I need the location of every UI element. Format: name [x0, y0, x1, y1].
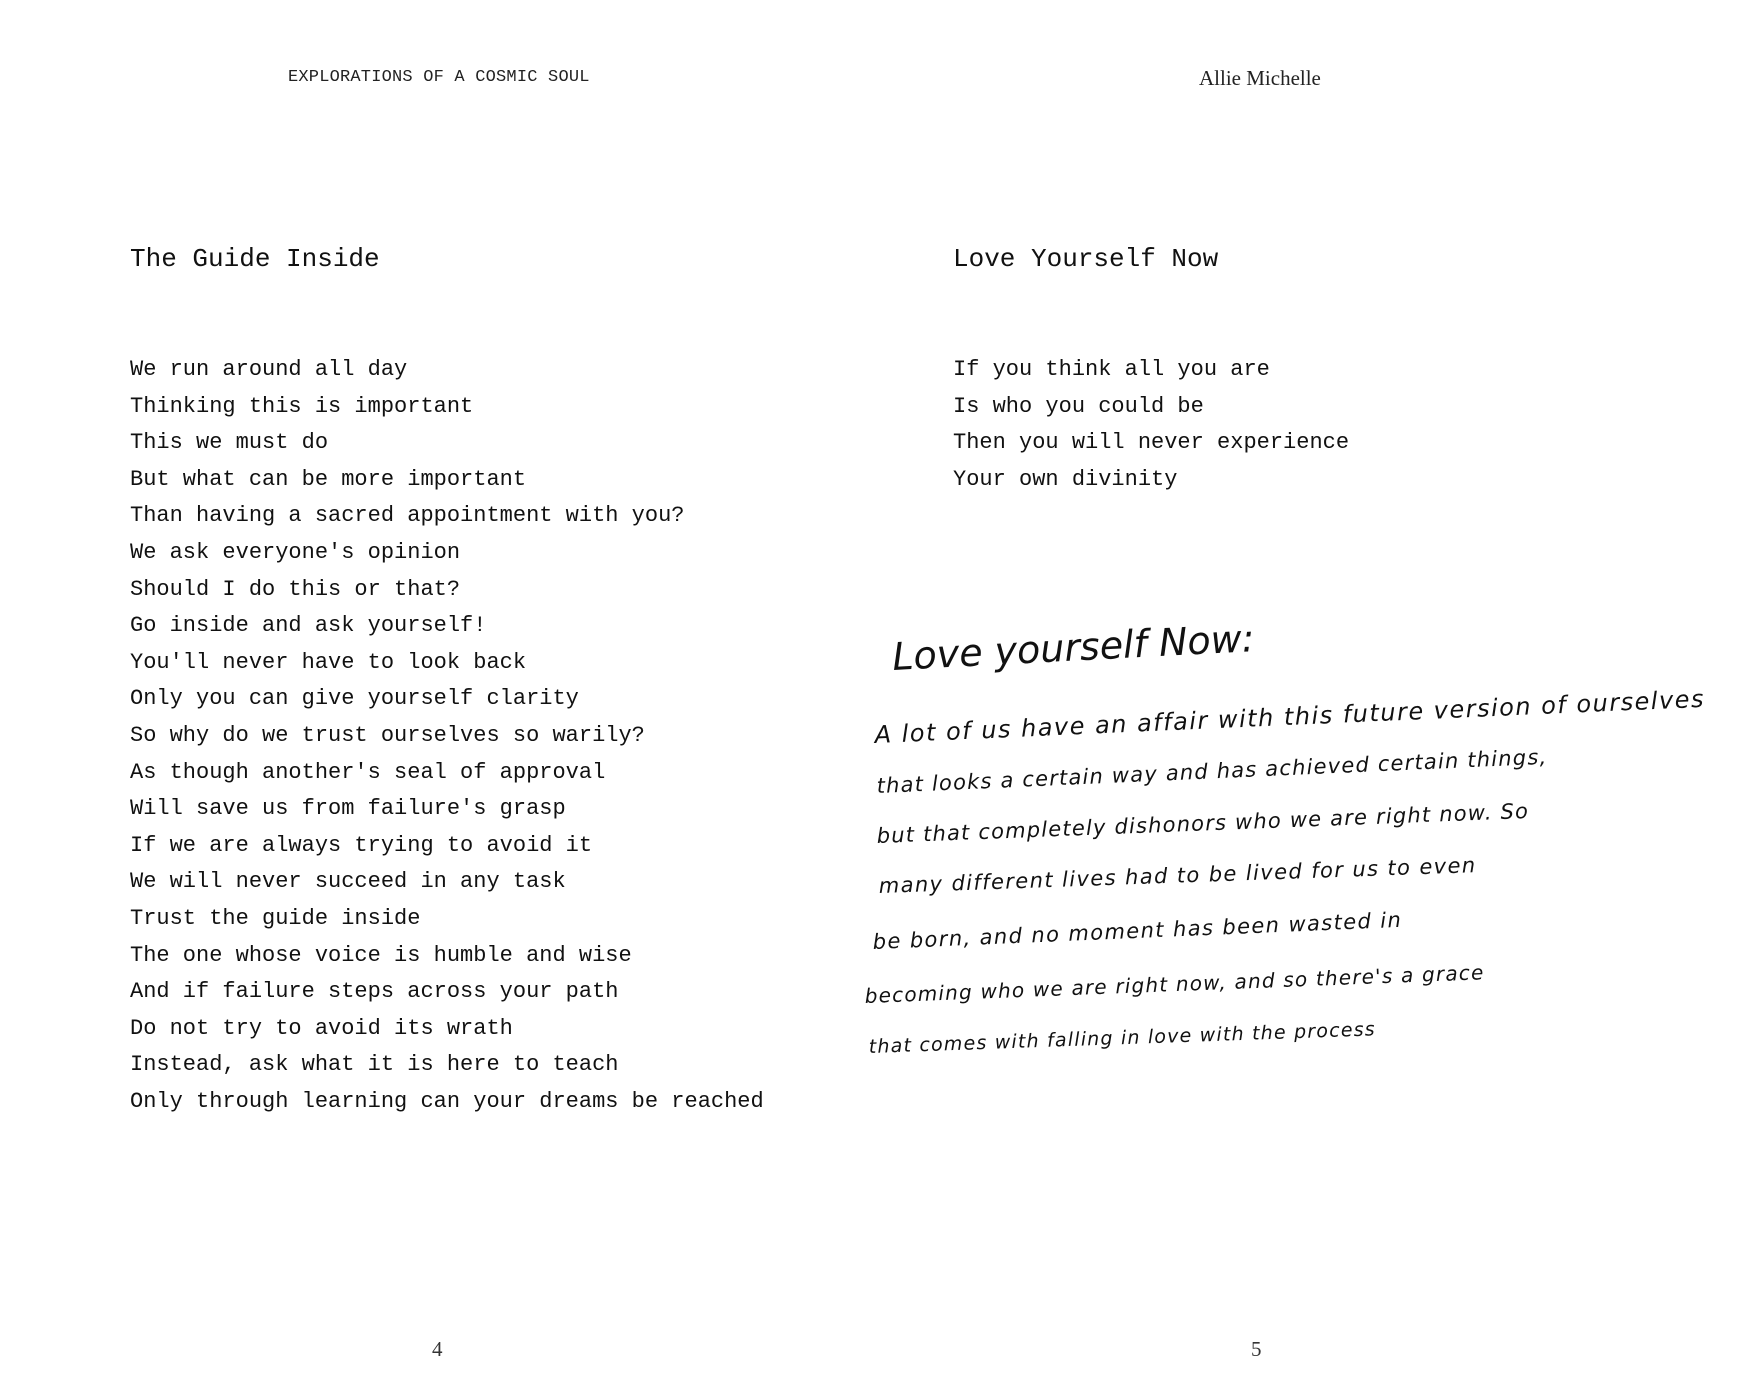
poem-line: So why do we trust ourselves so warily?: [130, 722, 645, 748]
poem-body: [953, 352, 1349, 498]
handwritten-line: be born, and no moment has been wasted in: [872, 907, 1403, 954]
page-number: 4: [432, 1337, 443, 1361]
poem-line: Then you will never experience: [953, 430, 1350, 456]
poem-line: You'll never have to look back: [130, 649, 527, 675]
handwritten-line: that comes with falling in love with the process: [868, 1018, 1377, 1058]
poem-line: If you think all you are: [953, 357, 1270, 382]
poem-line: Should I do this or that?: [130, 576, 461, 602]
poem-line: Than having a sacred appointment with you?: [130, 503, 685, 529]
poem-line: We will never succeed in any task: [130, 869, 566, 895]
handwritten-line: that looks a certain way and has achieved certain things,: [876, 744, 1548, 798]
poem-line: Is who you could be: [953, 393, 1204, 419]
running-head-book-title: EXPLORATIONS OF A COSMIC SOUL: [288, 68, 590, 87]
handwritten-line: A lot of us have an affair with this future version of ourselves: [874, 684, 1706, 749]
poem-line: Will save us from failure's grasp: [130, 796, 566, 822]
poem-line: Trust the guide inside: [130, 905, 421, 931]
poem-line: We ask everyone's opinion: [130, 539, 461, 565]
poem-line: This we must do: [130, 430, 329, 456]
poem-line: Thinking this is important: [130, 393, 474, 419]
handwritten-line: many different lives had to be lived for us to even: [878, 853, 1477, 898]
poem-title: The Guide Inside: [130, 244, 380, 274]
poem-line: Your own divinity: [953, 466, 1178, 492]
poem-line: But what can be more important: [130, 466, 527, 492]
poem-line: If we are always trying to avoid it: [130, 832, 593, 858]
handwritten-note: [863, 615, 1706, 1075]
page-number: 5: [1251, 1337, 1262, 1361]
poem-line: And if failure steps across your path: [130, 979, 619, 1005]
handwriting-drawing: [863, 615, 1706, 1075]
handwritten-line: but that completely dishonors who we are right now. So: [876, 798, 1530, 848]
right-page: [864, 0, 1746, 1396]
poem-line: The one whose voice is humble and wise: [130, 942, 632, 968]
poem-line: Do not try to avoid its wrath: [130, 1015, 513, 1041]
poem-line: Only through learning can your dreams be reached: [130, 1088, 764, 1114]
handwritten-line: becoming who we are right now, and so there's a grace: [864, 960, 1485, 1008]
poem-title: Love Yourself Now: [953, 244, 1219, 274]
poem-line: Instead, ask what it is here to teach: [130, 1052, 619, 1078]
running-head-author: Allie Michelle: [1199, 66, 1321, 90]
poem-line: As though another's seal of approval: [130, 759, 606, 785]
handwritten-heading: Love yourself Now:: [891, 616, 1256, 679]
poem-line: Only you can give yourself clarity: [130, 686, 579, 712]
poem-body: [130, 352, 764, 1120]
poem-line: Go inside and ask yourself!: [130, 613, 487, 639]
poem-line: We run around all day: [130, 357, 408, 382]
